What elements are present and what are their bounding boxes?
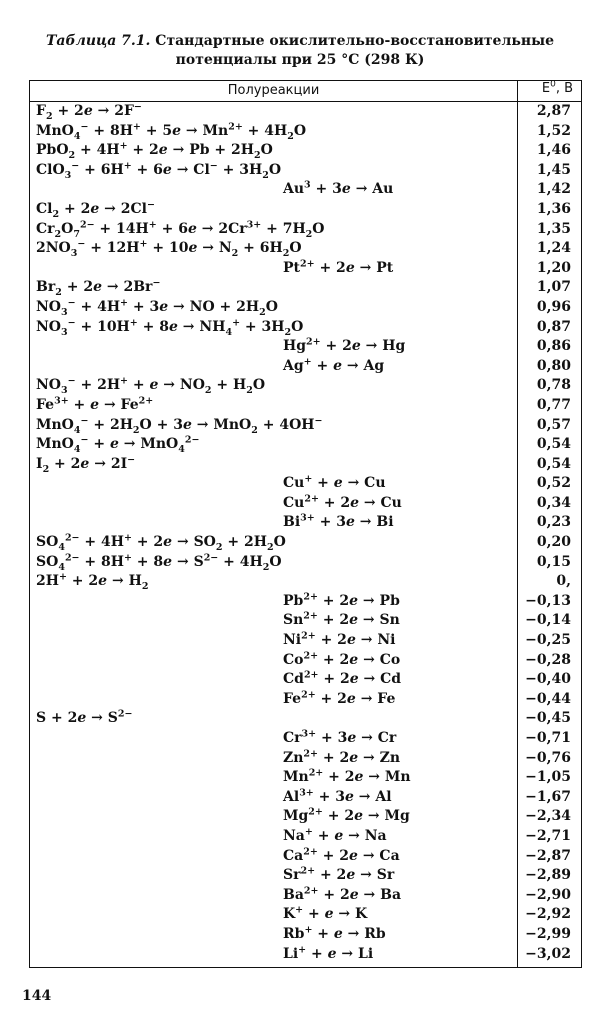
table-row	[30, 807, 581, 827]
potential-value: −2,99	[525, 925, 571, 942]
header-potential-unit: , В	[555, 81, 573, 96]
potentials-table	[29, 80, 582, 968]
half-reaction: $NO_3^- + 10H^+ + 8e \to NH_4^+ + 3H_2O$	[36, 316, 304, 338]
table-row	[30, 180, 581, 200]
potential-value: 1,52	[536, 122, 571, 139]
potential-value: 0,78	[536, 377, 571, 394]
potential-value: 1,35	[536, 220, 571, 237]
table-header	[30, 81, 581, 102]
half-reaction: $MnO_4^- + 2H_2O + 3e \to MnO_2 + 4OH^-$	[36, 414, 323, 436]
table-caption	[0, 32, 600, 70]
potential-value: −0,14	[525, 612, 571, 629]
caption-line-2: потенциалы при 25 °С (298 К)	[175, 52, 425, 68]
potential-value: 0,	[556, 573, 571, 590]
table-row	[30, 690, 581, 710]
half-reaction: Ag+ + e → Ag	[283, 356, 385, 374]
half-reaction: $Fe^{2+} + 2e \to Fe$	[283, 689, 396, 707]
table-row	[30, 631, 581, 651]
potential-value: −2,89	[525, 867, 571, 884]
potential-value: 1,24	[536, 240, 571, 257]
header-potential-symbol: E	[541, 81, 551, 96]
half-reaction: Rb+ + e → Rb	[283, 924, 386, 942]
table-row	[30, 729, 581, 749]
potential-value: 0,87	[536, 318, 571, 335]
half-reaction: $Pt^{2+} + 2e \to Pt$	[283, 258, 394, 276]
table-row	[30, 220, 581, 240]
table-row	[30, 768, 581, 788]
half-reaction: $Mn^{2+} + 2e \to Mn$	[283, 767, 411, 786]
half-reaction: $SO_4^{2-} + 8H^+ + 8e \to S^{2-} + 4H_2O$	[36, 552, 282, 573]
potential-value: 0,96	[536, 298, 571, 315]
half-reaction: $Cu^{2+} + 2e \to Cu$	[283, 493, 402, 511]
table-row	[30, 788, 581, 808]
potential-value: 0,20	[536, 534, 571, 551]
half-reaction: MnO$_4$− + e → MnO$_4^{2-}$	[36, 434, 200, 455]
potential-value: 0,54	[536, 436, 571, 453]
table-row	[30, 278, 581, 298]
table-row	[30, 592, 581, 612]
potential-value: −0,76	[525, 749, 571, 766]
table-row	[30, 337, 581, 357]
potential-value: −3,02	[525, 945, 571, 962]
caption-line-1	[0, 32, 600, 51]
half-reaction: $Au^3 + 3e \to Au$	[283, 179, 394, 198]
half-reaction: $Cd^{2+} + 2e \to Cd$	[283, 669, 402, 688]
half-reaction: $Al^{3+} + 3e \to Al$	[283, 787, 392, 805]
table-row	[30, 513, 581, 533]
table-row	[30, 749, 581, 769]
table-row	[30, 122, 581, 142]
table-row	[30, 533, 581, 553]
half-reaction: $Pb^{2+} + 2e \to Pb$	[283, 591, 400, 609]
header-half-reactions: Полуреакции	[227, 83, 320, 98]
table-row	[30, 945, 581, 965]
table-body	[30, 102, 581, 964]
potential-value: 0,54	[536, 455, 571, 472]
potential-value: −0,71	[525, 730, 571, 746]
potential-value: 2,87	[536, 103, 571, 119]
page-number: 144	[22, 988, 52, 1004]
table-row	[30, 396, 581, 416]
potential-value: −2,34	[525, 808, 571, 825]
header-potential-sup: 0	[550, 79, 556, 90]
caption-title: Стандартные окислительно-восстановительные	[155, 33, 555, 49]
half-reaction: $2NO_3^- + 12H^+ + 10e \to N_2 + 6H_2O$	[36, 238, 302, 259]
caption-label: Таблица 7.1.	[45, 33, 151, 49]
half-reaction: $Hg^{2+} + 2e \to Hg$	[283, 336, 406, 355]
half-reaction: $Sr^{2+} + 2e \to Sr$	[283, 865, 395, 884]
half-reaction: $I_2 + 2e \to 2I^-$	[36, 454, 136, 475]
table-row	[30, 357, 581, 377]
half-reaction: $Cr^{3+} + 3e \to Cr$	[283, 728, 397, 746]
half-reaction: $PbO_2 + 4H^+ + 2e \to Pb + 2H_2O$	[36, 140, 273, 161]
half-reaction: Li+ + e → Li	[283, 943, 374, 962]
table-row	[30, 416, 581, 436]
potential-value: −0,40	[525, 671, 571, 688]
half-reaction: $2H^+ + 2e \to H_2$	[36, 571, 149, 593]
table-row	[30, 847, 581, 867]
half-reaction: $Fe^{3+} + e \to Fe^{2+}$	[36, 395, 154, 413]
half-reaction: K+ + e → K	[283, 904, 368, 923]
potential-value: 1,45	[536, 161, 571, 178]
potential-value: 1,07	[536, 279, 571, 296]
potential-value: −2,71	[525, 827, 571, 844]
potential-value: 1,46	[536, 142, 571, 159]
potential-value: 0,57	[536, 416, 571, 433]
half-reaction: $NO_3^- + 2H^+ + e \to NO_2 + H_2O$	[36, 375, 266, 397]
half-reaction: $Ni^{2+} + 2e \to Ni$	[283, 630, 396, 649]
half-reaction: $Cr_2O_7^{2-} + 14H^+ + 6e \to 2Cr^{3+} + 7H_2O$	[36, 218, 325, 240]
half-reaction: $NO_3^- + 4H^+ + 3e$ → NO + $2H_2O$	[36, 297, 278, 318]
half-reaction: $MnO_4^- + 8H^+ + 5e \to Mn^{2+} + 4H_2O$	[36, 120, 307, 142]
half-reaction: $ClO_3^- + 6H^+ + 6e \to Cl^- + 3H_2O$	[36, 160, 282, 181]
table-row	[30, 553, 581, 573]
potential-value: −0,25	[525, 632, 571, 649]
half-reaction: $S + 2e \to S^{2-}$	[36, 708, 133, 727]
potential-value: 1,36	[536, 200, 571, 217]
table-row	[30, 709, 581, 729]
table-row	[30, 141, 581, 161]
table-row	[30, 905, 581, 925]
table-row	[30, 259, 581, 279]
table-row	[30, 925, 581, 945]
potential-value: −2,87	[525, 847, 571, 864]
potential-value: 0,77	[536, 396, 571, 413]
half-reaction: $Mg^{2+} + 2e \to Mg$	[283, 806, 410, 825]
potential-value: −1,67	[525, 788, 571, 805]
potential-value: 0,52	[536, 475, 571, 492]
potential-value: 0,15	[536, 553, 571, 570]
half-reaction: $Zn^{2+} + 2e \to Zn$	[283, 747, 401, 766]
table-row	[30, 376, 581, 396]
potential-value: −2,92	[525, 906, 571, 923]
table-row	[30, 866, 581, 886]
potential-value: 0,80	[536, 357, 571, 374]
potential-value: 0,34	[536, 494, 571, 511]
potential-value: −0,13	[525, 592, 571, 609]
table-row	[30, 455, 581, 475]
half-reaction: $Sn^{2+} + 2e \to Sn$	[283, 610, 400, 629]
table-row	[30, 435, 581, 455]
half-reaction: Cu+ + e → Cu	[283, 473, 386, 492]
half-reaction: $Cl_2 + 2e \to 2Cl^-$	[36, 199, 155, 220]
table-row	[30, 651, 581, 671]
table-row	[30, 474, 581, 494]
table-row	[30, 827, 581, 847]
potential-value: −0,28	[525, 651, 571, 668]
table-row	[30, 102, 581, 122]
potential-value: 1,42	[536, 181, 571, 198]
table-row	[30, 670, 581, 690]
potential-value: 0,86	[536, 338, 571, 355]
half-reaction: $Ca^{2+} + 2e \to Ca$	[283, 845, 400, 864]
table-row	[30, 572, 581, 592]
half-reaction: $F_2 + 2e \to 2F^-$	[36, 101, 142, 122]
table-row	[30, 318, 581, 338]
table-row	[30, 239, 581, 259]
table-row	[30, 886, 581, 906]
header-potential	[542, 81, 573, 96]
potential-value: −0,44	[525, 690, 571, 707]
half-reaction: $Br_2 + 2e \to 2Br^-$	[36, 277, 161, 299]
potential-value: 0,23	[536, 514, 571, 531]
half-reaction: Na+ + e → Na	[283, 826, 387, 844]
table-row	[30, 611, 581, 631]
half-reaction: $SO_4^{2-} + 4H^+ + 2e \to SO_2 + 2H_2O$	[36, 532, 286, 553]
potential-value: −1,05	[525, 769, 571, 786]
table-row	[30, 161, 581, 181]
half-reaction: $Ba^{2+} + 2e \to Ba$	[283, 885, 402, 903]
potential-value: −0,45	[525, 710, 571, 727]
half-reaction: $Bi^{3+} + 3e \to Bi$	[283, 512, 394, 531]
potential-value: 1,20	[536, 259, 571, 276]
table-row	[30, 200, 581, 220]
half-reaction: $Co^{2+} + 2e \to Co$	[283, 649, 401, 668]
potential-value: −2,90	[525, 886, 571, 903]
table-row	[30, 494, 581, 514]
table-row	[30, 298, 581, 318]
